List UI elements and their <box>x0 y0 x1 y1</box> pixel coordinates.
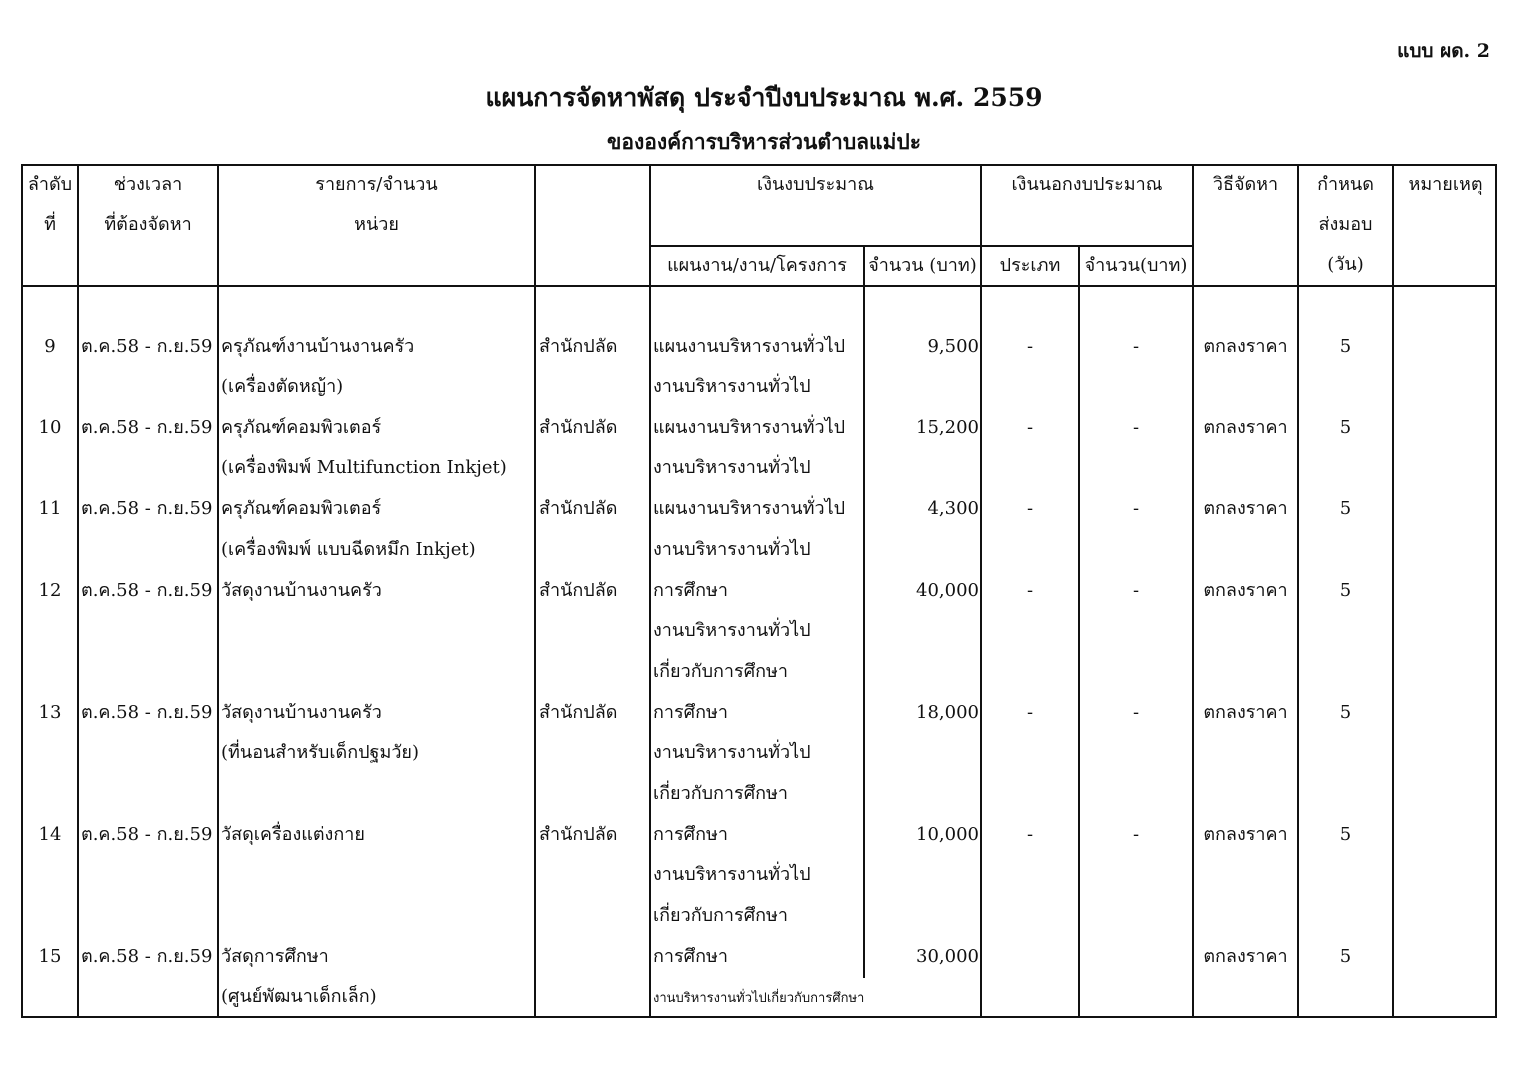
row-item: วัสดุเครื่องแต่งกาย <box>221 824 365 845</box>
row-amount: 40,000 <box>916 580 979 601</box>
header-delivery: กำหนด ส่งมอบ (วัน) <box>1317 174 1374 275</box>
row-no: 11 <box>38 498 62 519</box>
row-off-amount: - <box>1132 336 1140 357</box>
row-item-detail: (ที่นอนสำหรับเด็กปฐมวัย) <box>221 742 419 763</box>
row-type: - <box>1026 417 1034 438</box>
row-plan-detail: งานบริหารงานทั่วไป <box>653 376 811 397</box>
col-divider <box>534 164 536 1018</box>
row-item: วัสดุงานบ้านงานครัว <box>221 580 382 601</box>
row-no: 9 <box>44 336 56 357</box>
row-plan-detail: งานบริหารงานทั่วไป <box>653 742 811 763</box>
header-period: ช่วงเวลา ที่ต้องจัดหา <box>104 174 192 235</box>
row-days: 5 <box>1339 946 1352 967</box>
row-no: 15 <box>38 946 62 967</box>
row-amount: 30,000 <box>916 946 979 967</box>
row-item-detail: (เครื่องตัดหญ้า) <box>221 376 344 397</box>
row-unit: สำนักปลัด <box>539 580 618 601</box>
row-item-detail: (ศูนย์พัฒนาเด็กเล็ก) <box>221 986 377 1007</box>
row-plan-detail: งานบริหารงานทั่วไป <box>653 620 811 641</box>
row-no: 14 <box>38 824 62 845</box>
row-days: 5 <box>1339 417 1352 438</box>
row-unit: สำนักปลัด <box>539 498 618 519</box>
row-type: - <box>1026 498 1034 519</box>
row-item: ครุภัณฑ์คอมพิวเตอร์ <box>221 417 382 438</box>
row-days: 5 <box>1339 580 1352 601</box>
row-method: ตกลงราคา <box>1203 498 1288 519</box>
row-off-amount: - <box>1132 417 1140 438</box>
row-amount: 9,500 <box>927 336 979 357</box>
row-plan-detail: งานบริหารงานทั่วไป <box>653 864 811 885</box>
row-method: ตกลงราคา <box>1203 824 1288 845</box>
row-item: วัสดุการศึกษา <box>221 946 329 967</box>
row-plan-detail: งานบริหารงานทั่วไป <box>653 457 811 478</box>
row-no: 10 <box>38 417 62 438</box>
row-plan-detail: เกี่ยวกับการศึกษา <box>653 905 788 926</box>
row-plan: การศึกษา <box>653 702 728 723</box>
header-amount: จำนวน (บาท) <box>868 255 977 276</box>
header-no: ลำดับ ที่ <box>27 174 73 235</box>
header-method: วิธีจัดหา <box>1212 174 1279 195</box>
row-plan: แผนงานบริหารงานทั่วไป <box>653 336 846 357</box>
row-plan: การศึกษา <box>653 824 728 845</box>
header-type: ประเภท <box>999 255 1061 276</box>
row-period: ต.ค.58 - ก.ย.59 <box>81 336 213 357</box>
row-type: - <box>1026 702 1034 723</box>
header-item: รายการ/จำนวน หน่วย <box>315 174 438 235</box>
row-type: - <box>1026 824 1034 845</box>
row-off-amount: - <box>1132 702 1140 723</box>
row-days: 5 <box>1339 498 1352 519</box>
header-off-budget: เงินนอกงบประมาณ <box>1011 174 1163 195</box>
row-method: ตกลงราคา <box>1203 580 1288 601</box>
col-divider <box>217 164 219 1018</box>
row-item: ครุภัณฑ์งานบ้านงานครัว <box>221 336 415 357</box>
row-days: 5 <box>1339 702 1352 723</box>
row-plan-detail: เกี่ยวกับการศึกษา <box>653 661 788 682</box>
row-off-amount: - <box>1132 498 1140 519</box>
row-unit: สำนักปลัด <box>539 417 618 438</box>
row-plan: แผนงานบริหารงานทั่วไป <box>653 417 846 438</box>
row-amount: 18,000 <box>916 702 979 723</box>
header-remark: หมายเหตุ <box>1408 174 1483 195</box>
row-amount: 15,200 <box>916 417 979 438</box>
row-unit: สำนักปลัด <box>539 824 618 845</box>
row-item: ครุภัณฑ์คอมพิวเตอร์ <box>221 498 382 519</box>
col-divider <box>649 164 651 1018</box>
row-no: 13 <box>38 702 62 723</box>
row-type: - <box>1026 336 1034 357</box>
row-unit: สำนักปลัด <box>539 702 618 723</box>
row-item-detail: (เครื่องพิมพ์ Multifunction Inkjet) <box>221 457 507 478</box>
row-amount: 10,000 <box>916 824 979 845</box>
row-plan-detail: งานบริหารงานทั่วไปเกี่ยวกับการศึกษา <box>653 991 865 1006</box>
row-period: ต.ค.58 - ก.ย.59 <box>81 498 213 519</box>
row-unit: สำนักปลัด <box>539 336 618 357</box>
row-method: ตกลงราคา <box>1203 417 1288 438</box>
row-plan: การศึกษา <box>653 580 728 601</box>
row-plan-detail: งานบริหารงานทั่วไป <box>653 539 811 560</box>
row-plan: แผนงานบริหารงานทั่วไป <box>653 498 846 519</box>
row-period: ต.ค.58 - ก.ย.59 <box>81 824 213 845</box>
row-period: ต.ค.58 - ก.ย.59 <box>81 946 213 967</box>
row-method: ตกลงราคา <box>1203 702 1288 723</box>
header-budget: เงินงบประมาณ <box>757 174 874 195</box>
row-days: 5 <box>1339 336 1352 357</box>
row-type: - <box>1026 580 1034 601</box>
row-days: 5 <box>1339 824 1352 845</box>
row-plan: การศึกษา <box>653 946 728 967</box>
header-plan: แผนงาน/งาน/โครงการ <box>667 255 847 276</box>
row-plan-detail: เกี่ยวกับการศึกษา <box>653 783 788 804</box>
row-method: ตกลงราคา <box>1203 946 1288 967</box>
page-subtitle: ขององค์การบริหารส่วนตำบลแม่ปะ <box>606 129 922 154</box>
row-item: วัสดุงานบ้านงานครัว <box>221 702 382 723</box>
row-method: ตกลงราคา <box>1203 336 1288 357</box>
row-period: ต.ค.58 - ก.ย.59 <box>81 580 213 601</box>
page-title: แผนการจัดหาพัสดุ ประจำปีงบประมาณ พ.ศ. 2559 <box>485 83 1043 112</box>
row-amount: 4,300 <box>927 498 979 519</box>
row-period: ต.ค.58 - ก.ย.59 <box>81 417 213 438</box>
row-no: 12 <box>38 580 62 601</box>
form-code: แบบ ผด. 2 <box>1397 40 1490 62</box>
row-off-amount: - <box>1132 824 1140 845</box>
row-period: ต.ค.58 - ก.ย.59 <box>81 702 213 723</box>
col-divider <box>1392 164 1394 1018</box>
row-item-detail: (เครื่องพิมพ์ แบบฉีดหมึก Inkjet) <box>221 539 476 560</box>
row-off-amount: - <box>1132 580 1140 601</box>
col-divider <box>77 164 79 1018</box>
header-off-amount: จำนวน(บาท) <box>1084 255 1188 276</box>
